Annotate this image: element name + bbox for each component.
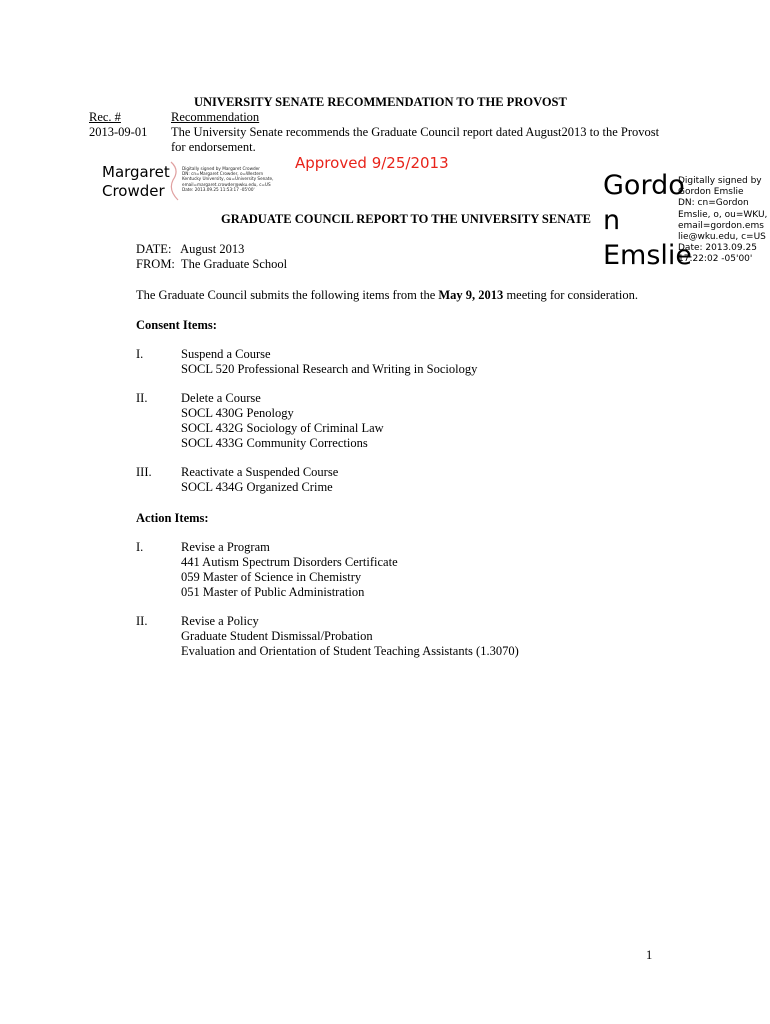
action-item-line: Evaluation and Orientation of Student Teaching Assistants (1.3070)	[181, 644, 519, 658]
signature-right-detail-line: email=gordon.ems	[678, 220, 764, 231]
consent-item-line: Delete a Course	[181, 391, 261, 405]
approved-stamp: Approved 9/25/2013	[295, 154, 449, 172]
rec-number-label: Rec. #	[89, 110, 121, 124]
signature-right-detail-line: Gordon Emslie	[678, 187, 744, 198]
action-item-number: I.	[136, 540, 144, 554]
consent-items-heading: Consent Items:	[136, 318, 217, 332]
consent-item-number: I.	[136, 347, 144, 361]
signature-right-detail-line: Digitally signed by	[678, 176, 762, 186]
action-item-line: 441 Autism Spectrum Disorders Certificate	[181, 555, 398, 569]
action-item-line: 051 Master of Public Administration	[181, 585, 365, 599]
document-title: UNIVERSITY SENATE RECOMMENDATION TO THE PROVOST	[194, 95, 567, 109]
signature-left-detail-line: Digitally signed by Margaret Crowder	[182, 166, 260, 171]
report-from: FROM: The Graduate School	[136, 257, 288, 271]
signature-left-details	[182, 166, 273, 192]
signature-right-name-line1: Gordo	[603, 170, 685, 201]
report-title: GRADUATE COUNCIL REPORT TO THE UNIVERSITY SENATE	[221, 212, 592, 226]
signature-left-detail-line: Date: 2013.09.25 11:53:17 -05'00'	[182, 186, 255, 192]
page-number: 1	[646, 948, 653, 962]
action-item-line: Revise a Policy	[181, 614, 259, 628]
signature-right-detail-line: lie@wku.edu, c=US	[678, 232, 766, 243]
report-intro-after: meeting for consideration.	[503, 288, 638, 302]
consent-item-line: SOCL 433G Community Corrections	[181, 436, 368, 450]
action-item-line: Graduate Student Dismissal/Probation	[181, 629, 373, 643]
signature-left-last-name: Crowder	[102, 182, 165, 200]
consent-item-line: SOCL 434G Organized Crime	[181, 480, 333, 494]
signature-left-detail-line: DN: cn=Margaret Crowder, o=Western	[182, 171, 264, 177]
action-items-list	[136, 540, 696, 660]
report-intro-meeting-date: May 9, 2013	[438, 288, 504, 302]
recommendation-text-line1: The University Senate recommends the Graduate Council report dated August2013 to the Provost	[171, 125, 660, 139]
action-items-heading: Action Items:	[136, 511, 209, 525]
signature-left-detail-line: Kentucky University, ou=University Senate,	[182, 176, 274, 182]
consent-item-number: III.	[136, 465, 152, 479]
report-intro-before: The Graduate Council submits the following items from the	[136, 288, 439, 302]
consent-item-number: II.	[136, 391, 148, 405]
action-item-number: II.	[136, 614, 148, 628]
signature-right-detail-line: Date: 2013.09.25	[678, 243, 757, 254]
recommendation-label: Recommendation	[171, 110, 260, 124]
report-date: DATE: August 2013	[136, 242, 245, 256]
signature-right-name-line3: Emslie	[603, 240, 693, 271]
consent-item-line: SOCL 430G Penology	[181, 406, 294, 420]
signature-right-details	[678, 176, 767, 266]
signature-right-name-line2: n	[603, 205, 621, 236]
signature-left-first-name: Margaret	[102, 163, 170, 181]
action-item-line: 059 Master of Science in Chemistry	[181, 570, 362, 584]
consent-item-line: SOCL 432G Sociology of Criminal Law	[181, 421, 384, 435]
consent-items-list	[136, 347, 696, 494]
consent-item-line: SOCL 520 Professional Research and Writing in Sociology	[181, 362, 478, 376]
signature-right-detail-line: Emslie, o, ou=WKU,	[678, 209, 768, 220]
report-intro	[136, 288, 638, 303]
consent-item-line: Reactivate a Suspended Course	[181, 465, 339, 479]
recommendation-text-line2: for endorsement.	[171, 140, 256, 154]
action-item-line: Revise a Program	[181, 540, 270, 554]
consent-item-line: Suspend a Course	[181, 347, 271, 361]
signature-left-detail-line: email=margaret.crowder@wku.edu, c=US	[182, 181, 271, 187]
signature-right-detail-line: DN: cn=Gordon	[678, 198, 749, 209]
rec-number-value: 2013-09-01	[89, 125, 148, 139]
signature-right-detail-line: 17:22:02 -05'00'	[678, 254, 753, 265]
